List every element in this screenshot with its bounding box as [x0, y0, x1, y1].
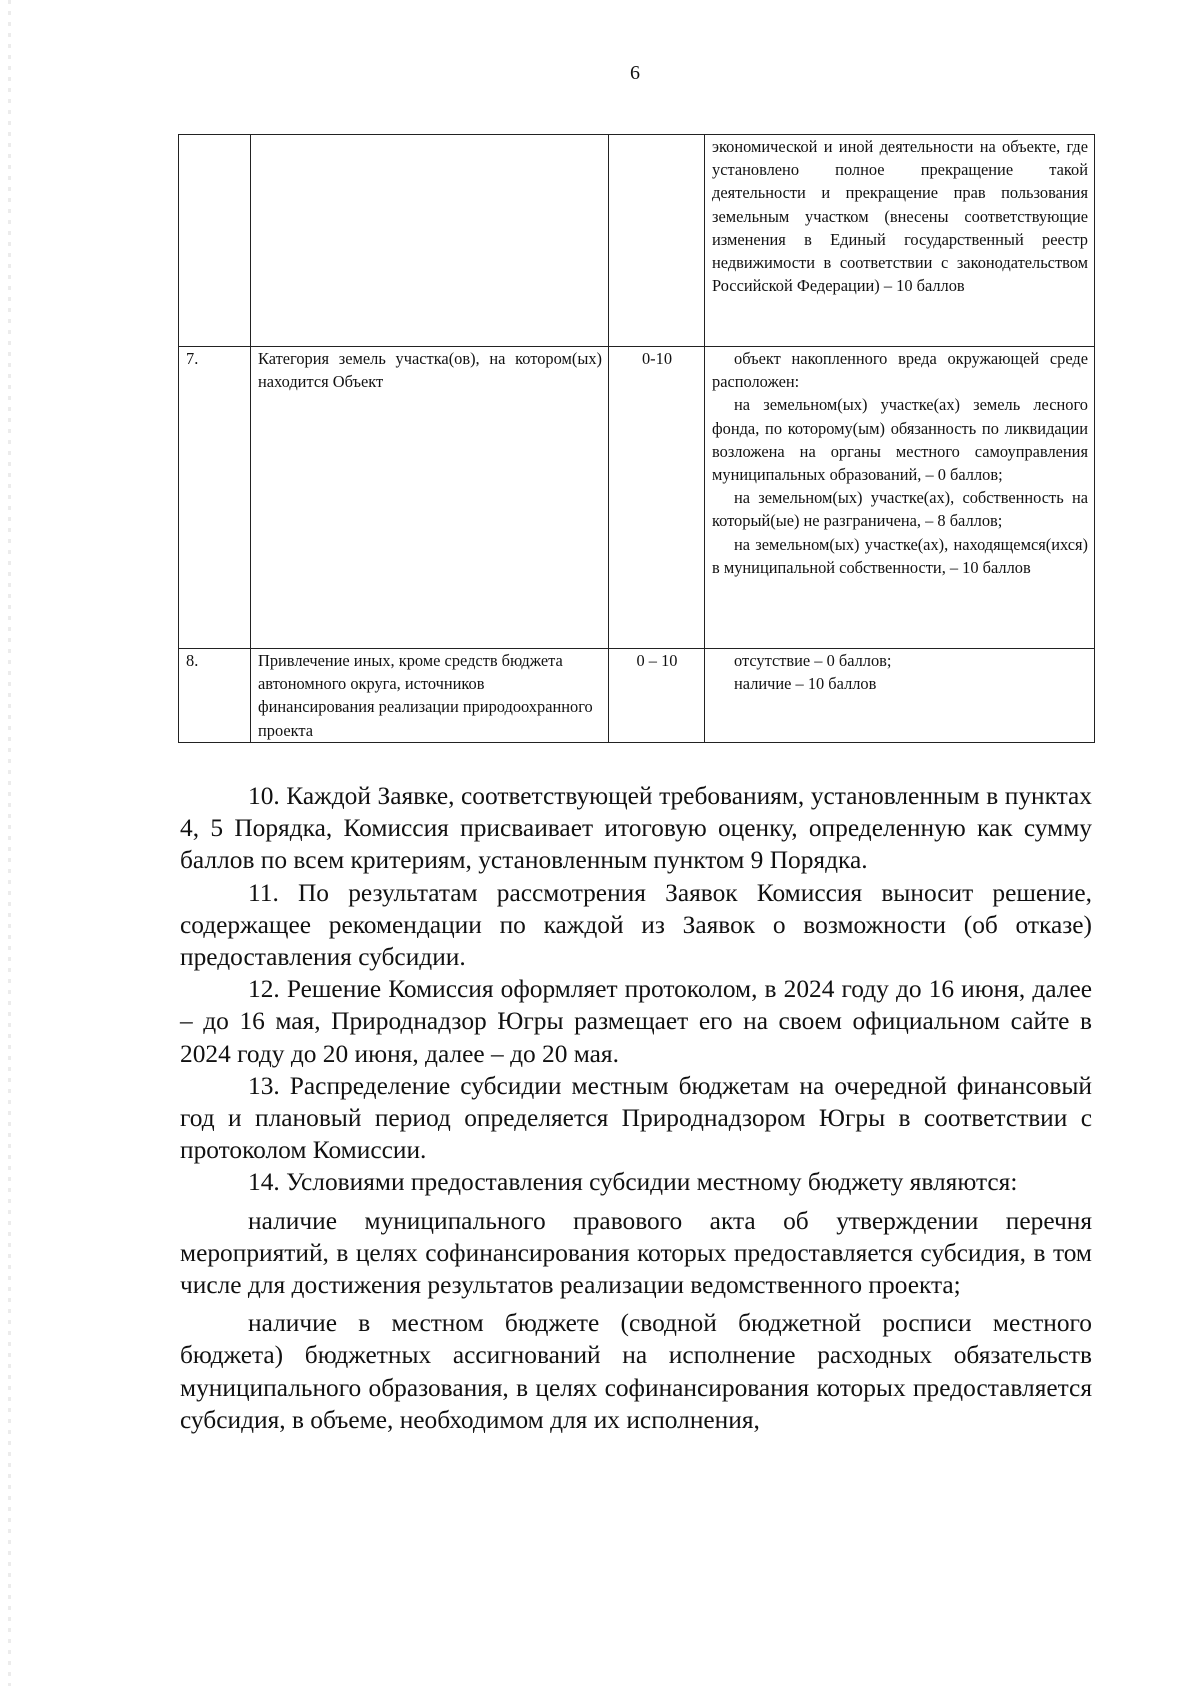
paragraph-11: 11. По результатам рассмотрения Заявок Комиссия выносит решение, содержащее рекомендации по каждой из Заявок о возможности (об отказе) предоставления субсидии. — [180, 878, 1092, 972]
table-row — [179, 347, 1095, 649]
page-number: 6 — [630, 62, 640, 84]
criterion-cell — [251, 135, 609, 347]
row-number-cell — [179, 135, 251, 347]
points-cell: 0-10 — [609, 347, 705, 649]
scan-edge-artifact — [8, 0, 11, 1686]
paragraph-12: 12. Решение Комиссия оформляет протоколом, в 2024 году до 16 июня, далее – до 16 мая, Природнадзор Югры размещает его на своем официальном сайте в 2024 году до 20 июня, далее – до 20 мая. — [180, 975, 1092, 1068]
description-text: экономической и иной деятельности на объекте, где установлено полное прекращение такой деятельности и прекращение прав пользования земельным участком (внесены соответствующие изменения в Единый государственный реестр недвижимости в соответствии с законодательством Российской Федерации) – 10 баллов — [712, 137, 1088, 296]
description-text: на земельном(ых) участке(ах) земель лесного фонда, по которому(ым) обязанность по ликвидации возложена на органы местного самоуправления муниципальных образований, – 0 баллов; — [712, 395, 1088, 485]
description-text: на земельном(ых) участке(ах), собственность на который(ые) не разграничена, – 8 баллов; — [712, 488, 1088, 531]
table-row — [179, 649, 1095, 743]
description-cell — [705, 649, 1095, 743]
points-cell — [609, 135, 705, 347]
paragraph-condition-1: наличие муниципального правового акта об утверждении перечня мероприятий, в целях софинансирования которых предоставляется субсидия, в том числе для достижения результатов реализации ведомственного проекта; — [180, 1206, 1092, 1300]
paragraph-13: 13. Распределение субсидии местным бюджетам на очередной финансовый год и плановый период определяется Природнадзором Югры в соответствии с протоколом Комиссии. — [180, 1071, 1092, 1165]
criterion-cell: Категория земель участка(ов), на котором(ых) находится Объект — [251, 347, 609, 649]
criteria-table — [178, 134, 1095, 743]
criterion-cell: Привлечение иных, кроме средств бюджета автономного округа, источников финансирования реализации природоохранного проекта — [251, 649, 609, 743]
points-cell: 0 – 10 — [609, 649, 705, 743]
body-text — [180, 780, 1092, 1436]
paragraph-14: 14. Условиями предоставления субсидии местному бюджету являются: — [248, 1168, 1018, 1197]
description-text: отсутствие – 0 баллов; — [734, 651, 892, 670]
row-number-cell: 8. — [179, 649, 251, 743]
description-text: объект накопленного вреда окружающей среде расположен: — [712, 349, 1088, 392]
paragraph-condition-2: наличие в местном бюджете (сводной бюджетной росписи местного бюджета) бюджетных ассигнований на исполнение расходных обязательств муниципального образования, в целях софинансирования которых предоставляется субсидия, в объеме, необходимом для их исполнения, — [180, 1309, 1092, 1434]
paragraph-10: 10. Каждой Заявке, соответствующей требованиям, установленным в пунктах 4, 5 Порядка, Комиссия присваивает итоговую оценку, определенную как сумму баллов по всем критериям, установленным пунктом 9 Порядка. — [180, 782, 1092, 875]
description-text: на земельном(ых) участке(ах), находящемся(ихся) в муниципальной собственности, – 10 баллов — [712, 534, 1088, 577]
row-number-cell: 7. — [179, 347, 251, 649]
description-cell — [705, 135, 1095, 347]
description-text: наличие – 10 баллов — [734, 674, 877, 694]
description-cell — [705, 347, 1095, 649]
table-row — [179, 135, 1095, 347]
